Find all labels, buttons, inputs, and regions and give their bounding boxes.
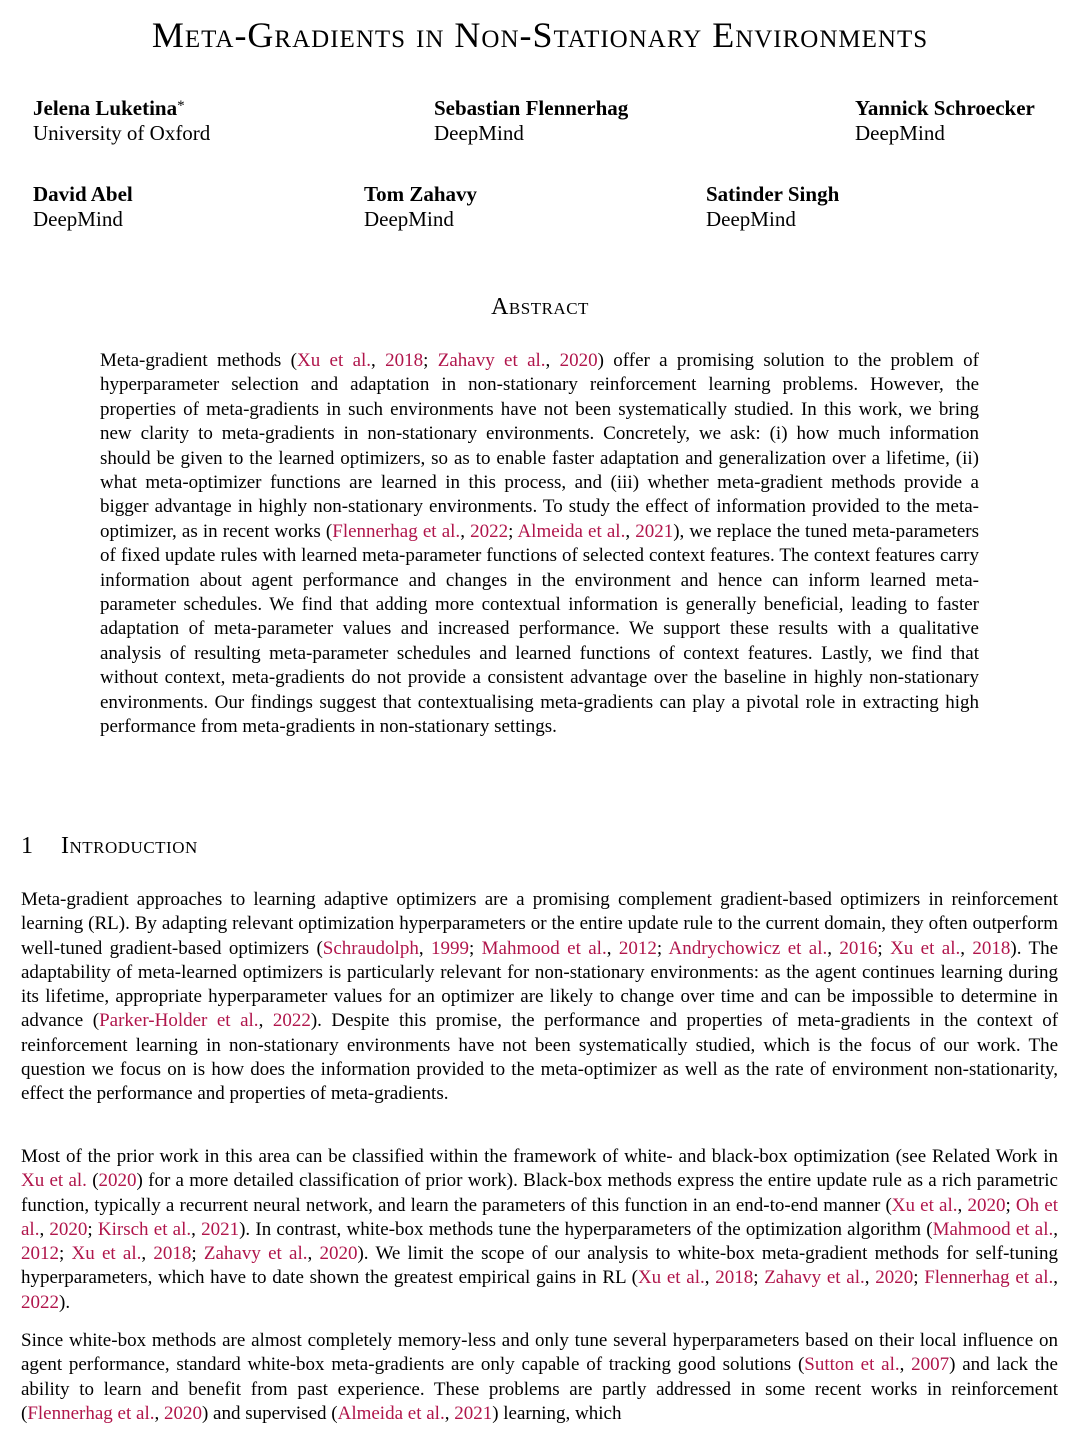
author-affiliation: University of Oxford: [33, 121, 211, 145]
author-name: Yannick Schroecker: [855, 96, 1035, 120]
citation-link[interactable]: 2021: [201, 1218, 240, 1240]
citation-link[interactable]: Zahavy et al.: [764, 1267, 865, 1289]
citation-link[interactable]: Zahavy et al.: [203, 1243, 308, 1265]
citation-link[interactable]: 2018: [715, 1267, 754, 1289]
citation-link[interactable]: 2018: [972, 937, 1011, 959]
citation-link[interactable]: Xu et al.: [296, 350, 372, 371]
author-name: David Abel: [33, 182, 133, 206]
citation-link[interactable]: 2018: [153, 1243, 192, 1265]
author-block: [33, 182, 133, 232]
citation-link[interactable]: 2012: [618, 937, 657, 959]
citation-link[interactable]: 2020: [319, 1243, 358, 1265]
author-name: Sebastian Flennerhag: [434, 96, 629, 120]
section-title: Introduction: [61, 833, 198, 859]
author-name: Jelena Luketina*: [33, 96, 185, 120]
author-affiliation: DeepMind: [364, 207, 454, 231]
citation-link[interactable]: 2022: [21, 1291, 59, 1313]
author-affiliation: DeepMind: [33, 207, 123, 231]
citation-link[interactable]: 2020: [875, 1267, 914, 1289]
author-name: Tom Zahavy: [364, 182, 478, 206]
citation-link[interactable]: Andrychowicz et al.: [668, 937, 828, 959]
footnote-marker: *: [177, 98, 185, 114]
citation-link[interactable]: Schraudolph: [322, 937, 419, 959]
author-block: [364, 182, 477, 232]
body-paragraph: Meta-gradient approaches to learning adaptive optimizers are a promising complement gradient-based optimizers in reinforcement learning (RL). By adapting relevant optimization hyperparameters or the entire update rule to the current domain, they often outperform well-tuned gradient-based optimizers (Schraudolph, 1999; Mahmood et al., 2012; Andrychowicz et al., 2016; Xu et al., 2018). The adaptability of meta-learned optimizers is particularly relevant for non-stationary environments: as the agent continues learning during its lifetime, appropriate hyperparameter values for an optimizer are likely to change over time and can be impossible to determine in advance (Parker-Holder et al., 2022). Despite this promise, the performance and properties of meta-gradients in the context of reinforcement learning in non-stationary environments have not been systematically studied, which is the focus of our work. The question we focus on is how does the information provided to the meta-optimizer as well as the rate of environment non-stationarity, effect the performance and properties of meta-gradients.: [21, 889, 1059, 1105]
citation-link[interactable]: 2020: [559, 350, 598, 371]
section-heading: [21, 833, 198, 860]
citation-link[interactable]: 2020: [98, 1170, 137, 1192]
citation-link[interactable]: Almeida et al.: [337, 1402, 445, 1424]
author-block: [434, 96, 628, 146]
citation-link[interactable]: 2018: [385, 350, 424, 371]
citation-link[interactable]: 2007: [911, 1354, 950, 1376]
body-paragraph: Since white-box methods are almost completely memory-less and only tune several hyperparameters based on their local influence on agent performance, standard white-box meta-gradients are only capable of tracking good solutions (Sutton et al., 2007) and lack the ability to learn and benefit from past experience. These problems are partly addressed in some recent works in reinforcement (Flennerhag et al., 2020) and supervised (Almeida et al., 2021) learning, which: [21, 1330, 1058, 1424]
citation-link[interactable]: 2020: [163, 1402, 202, 1424]
citation-link[interactable]: Zahavy et al.: [437, 350, 546, 371]
citation-link[interactable]: Flennerhag et al.: [332, 520, 461, 542]
citation-link[interactable]: Sutton et al.: [804, 1354, 900, 1376]
citation-link[interactable]: Mahmood et al.: [932, 1218, 1054, 1240]
citation-link[interactable]: 2021: [635, 520, 674, 542]
citation-link[interactable]: Almeida et al.: [517, 520, 626, 542]
citation-link[interactable]: Xu et al.: [890, 937, 961, 959]
citation-link[interactable]: Flennerhag et al.: [924, 1267, 1054, 1289]
author-affiliation: DeepMind: [706, 207, 796, 231]
citation-link[interactable]: Flennerhag et al.: [27, 1402, 155, 1424]
abstract-heading: Abstract: [491, 294, 589, 320]
citation-link[interactable]: 2022: [272, 1010, 311, 1032]
section-number: 1: [21, 833, 34, 859]
paper-title: Meta-Gradients in Non-Stationary Environments: [151, 15, 929, 55]
citation-link[interactable]: 1999: [430, 937, 469, 959]
author-block: [33, 96, 210, 146]
citation-link[interactable]: Mahmood et al.: [481, 937, 607, 959]
citation-link[interactable]: Xu et al.: [891, 1194, 958, 1216]
citation-link[interactable]: Xu et al.: [71, 1243, 142, 1265]
citation-link[interactable]: Kirsch et al.: [97, 1218, 192, 1240]
author-affiliation: DeepMind: [855, 121, 945, 145]
author-block: [855, 96, 1035, 146]
author-name: Satinder Singh: [706, 182, 840, 206]
citation-link[interactable]: Xu et al.: [637, 1267, 705, 1289]
author-block: [706, 182, 839, 232]
citation-link[interactable]: Xu et al.: [21, 1170, 87, 1192]
author-affiliation: DeepMind: [434, 121, 524, 145]
citation-link[interactable]: 2020: [49, 1218, 88, 1240]
citation-link[interactable]: 2020: [967, 1194, 1006, 1216]
citation-link[interactable]: 2016: [839, 937, 878, 959]
abstract-text: Meta-gradient methods (Xu et al., 2018; Zahavy et al., 2020) offer a promising solution to the problem of hyperparameter selection and adaptation in non-stationary reinforcement learning problems. However, the properties of meta-gradients in such environments have not been systematically studied. In this work, we bring new clarity to meta-gradients in non-stationary environments. Concretely, we ask: (i) how much information should be given to the learned optimizers, so as to enable faster adaptation and generalization over a lifetime, (ii) what meta-optimizer functions are learned in this process, and (iii) whether meta-gradient methods provide a bigger advantage in highly non-stationary environments. To study the effect of information provided to the meta-optimizer, as in recent works (Flennerhag et al., 2022; Almeida et al., 2021), we replace the tuned meta-parameters of fixed update rules with learned meta-parameter functions of selected context features. The context features carry information about agent performance and changes in the environment and hence can inform learned meta-parameter schedules. We find that adding more contextual information is generally beneficial, leading to faster adaptation of meta-parameter values and increased performance. We support these results with a qualitative analysis of resulting meta-parameter schedules and learned functions of context features. Lastly, we find that without context, meta-gradients do not provide a consistent advantage over the baseline in highly non-stationary environments. Our findings suggest that contextualising meta-gradients can play a pivotal role in extracting high performance from meta-gradients in non-stationary settings.: [100, 350, 979, 738]
citation-link[interactable]: 2022: [470, 520, 509, 542]
citation-link[interactable]: Parker-Holder et al.: [99, 1010, 259, 1032]
body-paragraph: Most of the prior work in this area can be classified within the framework of white- and black-box optimization (see Related Work in Xu et al. (2020) for a more detailed classification of prior work). Black-box methods express the entire update rule as a rich parametric function, typically a recurrent neural network, and learn the parameters of this function in an end-to-end manner (Xu et al., 2020; Oh et al., 2020; Kirsch et al., 2021). In contrast, white-box methods tune the hyperparameters of the optimization algorithm (Mahmood et al., 2012; Xu et al., 2018; Zahavy et al., 2020). We limit the scope of our analysis to white-box meta-gradient methods for self-tuning hyperparameters, which have to date shown the greatest empirical gains in RL (Xu et al., 2018; Zahavy et al., 2020; Flennerhag et al., 2022).: [21, 1146, 1059, 1313]
citation-link[interactable]: Oh et al.: [21, 1194, 1059, 1240]
citation-link[interactable]: 2021: [454, 1402, 493, 1424]
citation-link[interactable]: 2012: [21, 1243, 59, 1265]
